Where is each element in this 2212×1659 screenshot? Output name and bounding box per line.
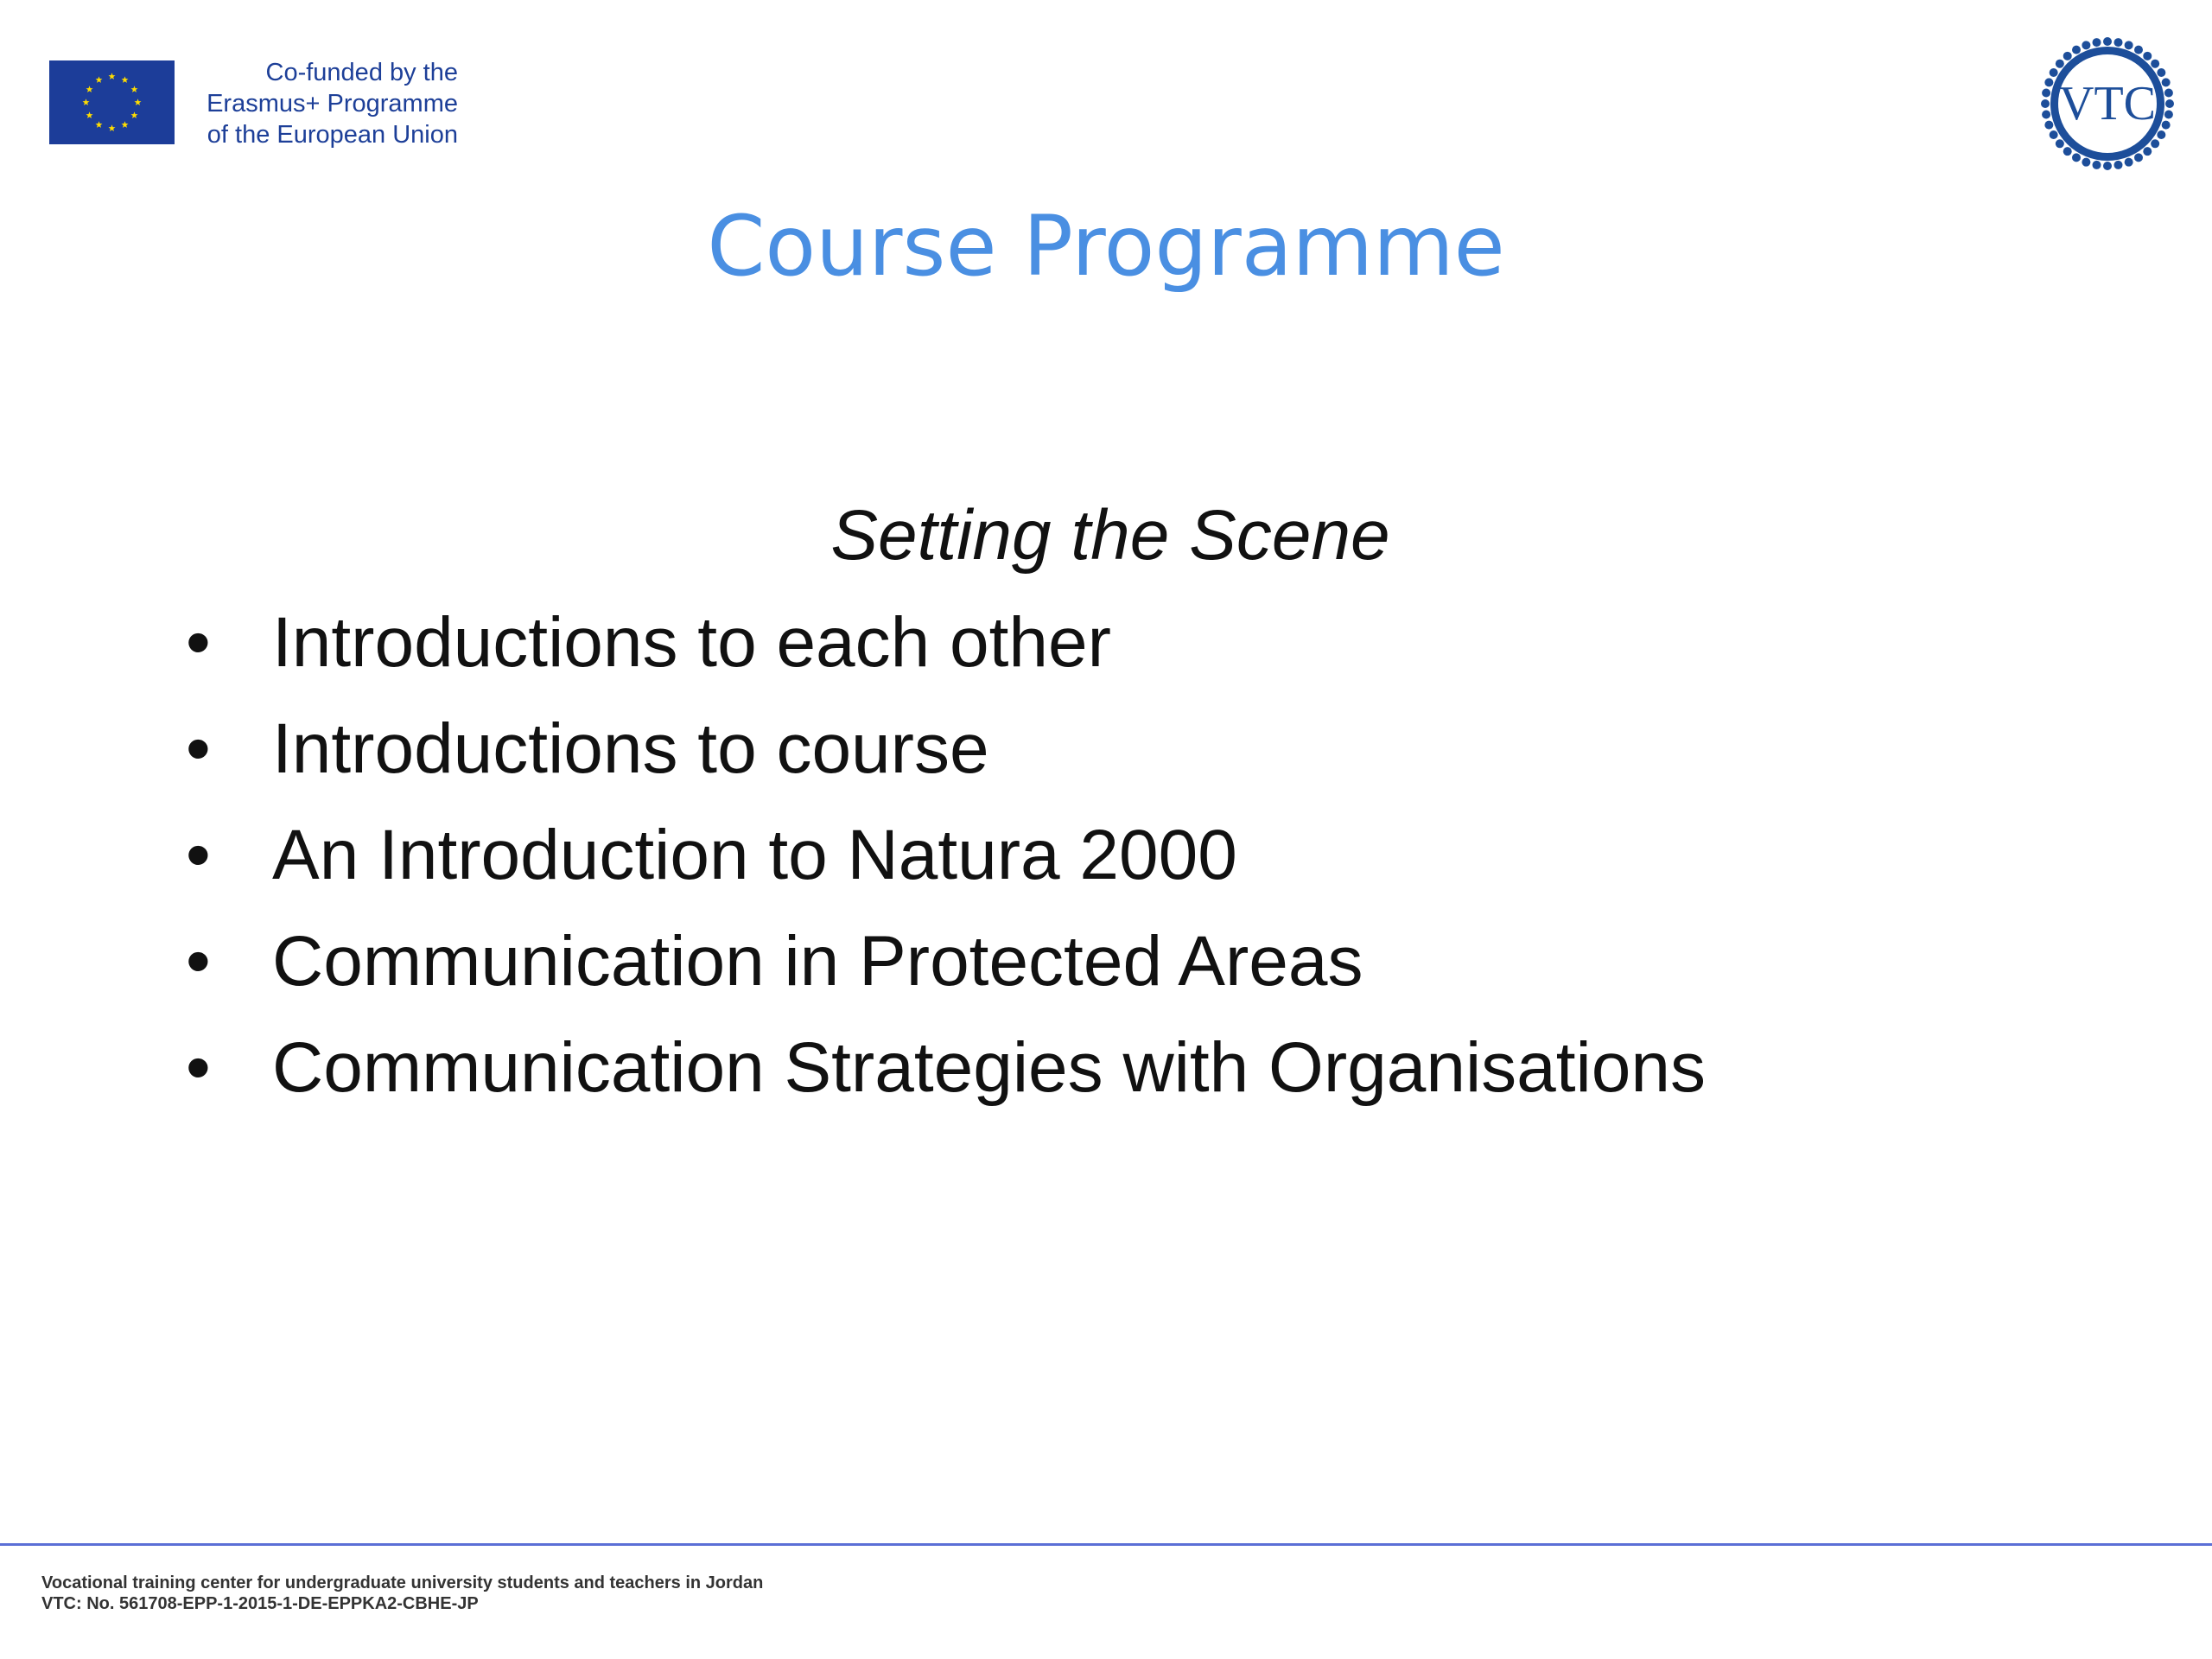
gear-tooth-icon [2056, 139, 2064, 148]
eu-line-2: Erasmus+ Programme [207, 90, 458, 118]
gear-tooth-icon [2072, 153, 2081, 162]
gear-tooth-icon [2044, 78, 2053, 86]
gear-tooth-icon [2151, 139, 2159, 148]
bullet-icon: • [186, 603, 211, 682]
bullet-text: Introductions to course [272, 709, 989, 788]
gear-tooth-icon [2044, 121, 2053, 130]
gear-tooth-icon [2082, 41, 2090, 49]
gear-tooth-icon [2114, 38, 2123, 47]
eu-star-icon [86, 86, 93, 92]
bullet-icon: • [186, 709, 211, 788]
gear-tooth-icon [2114, 161, 2123, 169]
gear-tooth-icon [2125, 41, 2133, 49]
bullet-text: Introductions to each other [272, 603, 1111, 682]
bullet-icon: • [186, 1028, 211, 1107]
gear-tooth-icon [2125, 158, 2133, 167]
eu-line-3: of the European Union [207, 121, 458, 149]
section-subtitle: Setting the Scene [830, 496, 1390, 575]
eu-star-icon [130, 86, 137, 92]
gear-tooth-icon [2063, 147, 2072, 156]
gear-tooth-icon [2164, 89, 2173, 98]
gear-tooth-icon [2157, 130, 2165, 139]
bullet-text: An Introduction to Natura 2000 [272, 816, 1237, 894]
eu-star-icon [130, 111, 137, 118]
gear-tooth-icon [2162, 78, 2171, 86]
gear-tooth-icon [2050, 130, 2058, 139]
gear-tooth-icon [2134, 46, 2143, 54]
footer-line-2: VTC: No. 561708-EPP-1-2015-1-DE-EPPKA2-CBHE-JP [41, 1594, 479, 1613]
gear-tooth-icon [2151, 60, 2159, 68]
eu-line-1: Co-funded by the [265, 59, 458, 86]
gear-tooth-icon [2082, 158, 2090, 167]
gear-tooth-icon [2143, 52, 2152, 60]
gear-tooth-icon [2042, 89, 2050, 98]
gear-tooth-icon [2165, 99, 2174, 108]
vtc-logo [2027, 36, 2188, 171]
gear-tooth-icon [2164, 111, 2173, 119]
bullet-text: Communication Strategies with Organisations [272, 1028, 1706, 1107]
gear-tooth-icon [2103, 162, 2112, 170]
eu-star-icon [86, 111, 93, 118]
gear-tooth-icon [2072, 46, 2081, 54]
eu-star-icon [83, 99, 90, 105]
eu-star-icon [122, 76, 129, 83]
eu-cofunded-text [186, 57, 458, 150]
gear-tooth-icon [2162, 121, 2171, 130]
footer-line-1: Vocational training center for undergraduate university students and teachers in Jordan [41, 1573, 764, 1592]
eu-star-icon [109, 124, 116, 131]
gear-tooth-icon [2041, 99, 2050, 108]
gear-tooth-icon [2157, 68, 2165, 77]
bullet-icon: • [186, 816, 211, 894]
vtc-logo-text: VTC [2059, 77, 2156, 130]
gear-tooth-icon [2143, 147, 2152, 156]
eu-star-icon [122, 121, 129, 128]
gear-tooth-icon [2056, 60, 2064, 68]
gear-tooth-icon [2050, 68, 2058, 77]
eu-star-icon [109, 73, 116, 79]
gear-tooth-icon [2103, 37, 2112, 46]
page-title: Course Programme [707, 198, 1505, 295]
eu-star-icon [96, 121, 103, 128]
gear-tooth-icon [2093, 161, 2101, 169]
eu-stars-icon [49, 60, 175, 144]
gear-tooth-icon [2042, 111, 2050, 119]
bullet-text: Communication in Protected Areas [272, 922, 1363, 1001]
footer-divider [0, 1543, 2212, 1546]
footer-text [41, 1573, 763, 1614]
eu-star-icon [135, 99, 142, 105]
gear-tooth-icon [2063, 52, 2072, 60]
gear-tooth-icon [2134, 153, 2143, 162]
eu-flag-logo [49, 60, 175, 144]
gear-tooth-icon [2093, 38, 2101, 47]
eu-star-icon [96, 76, 103, 83]
bullet-icon: • [186, 922, 211, 1001]
